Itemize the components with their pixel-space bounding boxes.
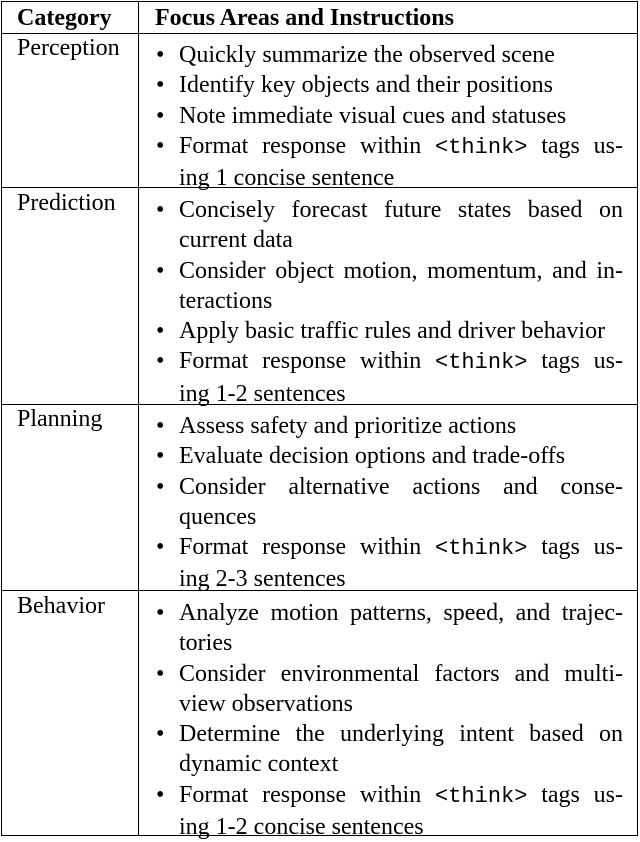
item-text-line: ing 1-2 concise sentences bbox=[179, 814, 424, 841]
item-text-line: ing 1-2 sentences bbox=[179, 380, 346, 407]
item-text-line: Format response within <think> tags us- bbox=[179, 132, 624, 160]
bullet-icon: • bbox=[156, 534, 165, 561]
list-item bbox=[155, 598, 623, 659]
bullet-icon: • bbox=[156, 348, 165, 375]
list-item bbox=[155, 70, 623, 100]
bullet-icon: • bbox=[156, 413, 165, 439]
prediction-list bbox=[155, 195, 623, 409]
bullet-icon: • bbox=[156, 102, 165, 129]
list-item bbox=[155, 441, 623, 471]
item-text-line: dynamic context bbox=[179, 751, 339, 778]
bullet-icon: • bbox=[156, 660, 165, 687]
item-text-line: Determine the underlying intent based on bbox=[179, 721, 623, 748]
item-text-line: Analyze motion patterns, speed, and trajec- bbox=[179, 600, 623, 626]
list-item bbox=[155, 316, 623, 346]
bullet-icon: • bbox=[156, 600, 165, 626]
item-text-line: view observations bbox=[179, 690, 353, 717]
category-behavior: Behavior bbox=[17, 593, 105, 619]
category-prediction: Prediction bbox=[17, 190, 116, 216]
bullet-icon: • bbox=[156, 443, 165, 470]
bullet-icon: • bbox=[156, 257, 165, 284]
category-perception: Perception bbox=[17, 35, 120, 61]
item-text-line: Concisely forecast future states based on bbox=[179, 197, 623, 223]
item-text-line: Evaluate decision options and trade-offs bbox=[179, 443, 566, 470]
list-item bbox=[155, 131, 623, 194]
bullet-icon: • bbox=[156, 721, 165, 748]
header-category: Category bbox=[17, 5, 112, 31]
list-item bbox=[155, 780, 623, 842]
item-text-line: Assess safety and prioritize actions bbox=[179, 413, 517, 439]
list-item bbox=[155, 101, 623, 131]
item-text-line: teractions bbox=[179, 287, 273, 314]
perception-list bbox=[155, 40, 623, 193]
item-text-line: current data bbox=[179, 227, 293, 254]
bullet-icon: • bbox=[156, 132, 165, 159]
bullet-icon: • bbox=[156, 473, 165, 500]
bullet-icon: • bbox=[156, 72, 165, 99]
item-text-line: Format response within <think> tags us- bbox=[179, 348, 624, 376]
instructions-table bbox=[1, 1, 638, 841]
list-item bbox=[155, 40, 623, 70]
list-item bbox=[155, 346, 623, 409]
header-focus-areas: Focus Areas and Instructions bbox=[155, 5, 454, 31]
item-text-line: Quickly summarize the observed scene bbox=[179, 42, 555, 68]
bullet-icon: • bbox=[156, 781, 165, 808]
item-text-line: Consider environmental factors and multi- bbox=[179, 660, 623, 687]
column-divider bbox=[138, 2, 139, 835]
list-item bbox=[155, 195, 623, 256]
item-text-line: Format response within <think> tags us- bbox=[179, 781, 624, 809]
bullet-icon: • bbox=[156, 42, 165, 68]
bullet-icon: • bbox=[156, 318, 165, 345]
item-text-line: tories bbox=[179, 630, 233, 657]
category-planning: Planning bbox=[17, 406, 103, 432]
item-text-line: quences bbox=[179, 503, 257, 530]
list-item bbox=[155, 472, 623, 533]
item-text-line: Identify key objects and their positions bbox=[179, 72, 553, 99]
item-text-line: ing 1 concise sentence bbox=[179, 165, 395, 192]
list-item bbox=[155, 411, 623, 441]
list-item bbox=[155, 719, 623, 780]
item-text-line: Consider object motion, momentum, and in- bbox=[179, 257, 623, 284]
item-text-line: Apply basic traffic rules and driver behavior bbox=[179, 318, 606, 345]
list-item bbox=[155, 659, 623, 720]
bullet-icon: • bbox=[156, 197, 165, 223]
planning-list bbox=[155, 411, 623, 595]
list-item bbox=[155, 256, 623, 317]
item-text-line: ing 2-3 sentences bbox=[179, 566, 346, 593]
item-text-line: Format response within <think> tags us- bbox=[179, 534, 624, 562]
item-text-line: Note immediate visual cues and statuses bbox=[179, 102, 567, 129]
list-item bbox=[155, 532, 623, 595]
behavior-list bbox=[155, 598, 623, 842]
item-text-line: Consider alternative actions and conse- bbox=[179, 473, 623, 500]
